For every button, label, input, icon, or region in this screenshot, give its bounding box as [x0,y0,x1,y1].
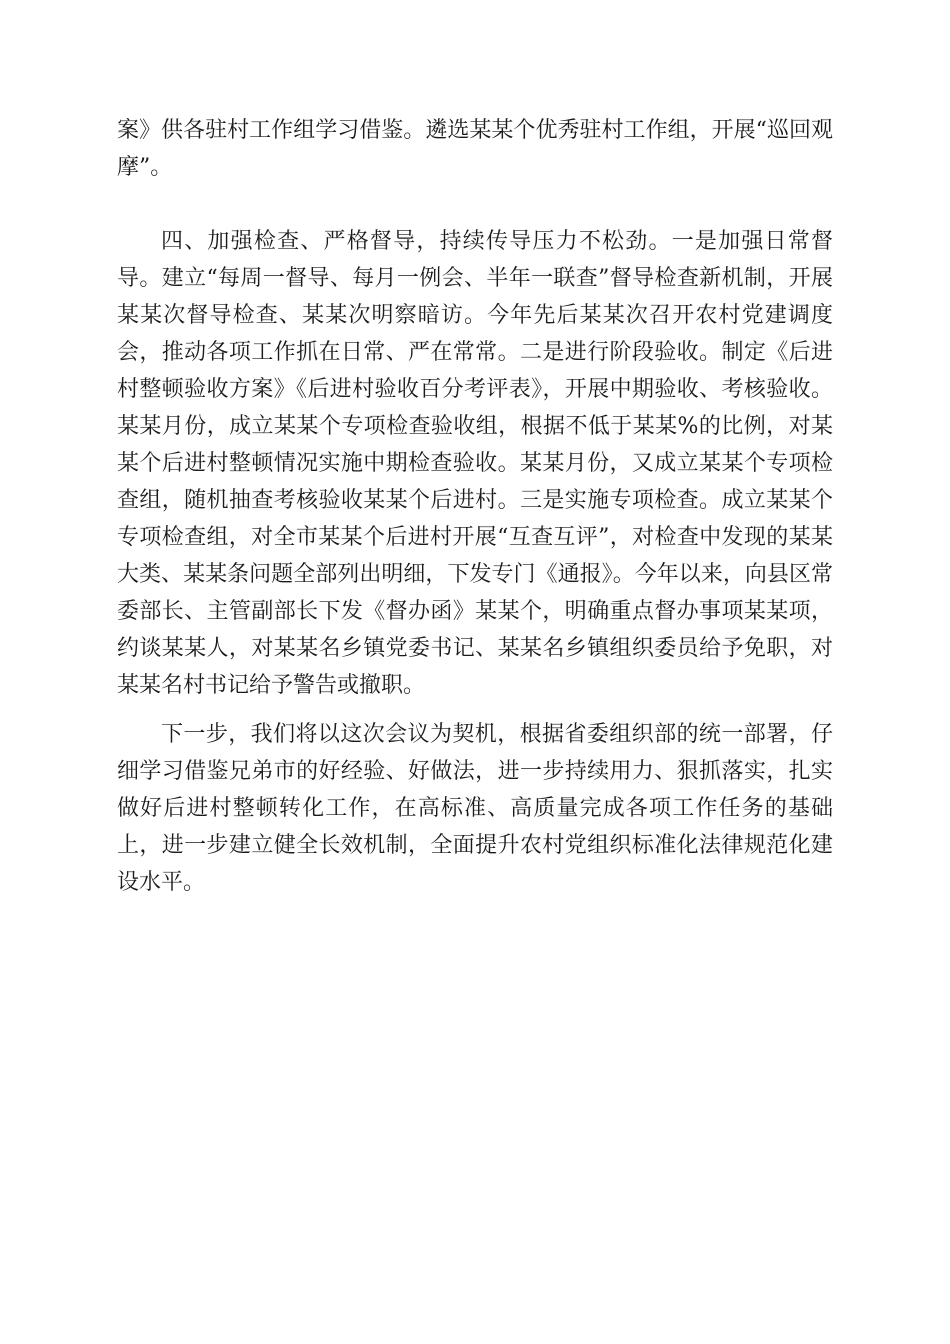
paragraph-next-steps [117,716,833,901]
paragraph-text: 下一步，我们将以这次会议为契机，根据省委组织部的统一部署，仔细学习借鉴兄弟市的好经验、好做法，进一步持续用力、狠抓落实，扎实做好后进村整顿转化工作，在高标准、高质量完成各项工作任务的基础上，进一步建立健全长效机制，全面提升农村党组织标准化法律规范化建设水平。 [117,722,833,895]
paragraph-text: 案》供各驻村工作组学习借鉴。遴选某某个优秀驻村工作组，开展“巡回观摩”。 [117,118,833,180]
paragraph-text: 四、加强检查、严格督导，持续传导压力不松劲。一是加强日常督导。建立“每周一督导、每月一例会、半年一联查”督导检查新机制，开展某某次督导检查、某某次明察暗访。今年先后某某次召开农村党建调度会，推动各项工作抓在日常、严在常常。二是进行阶段验收。制定《后进村整顿验收方案》《后进村验收百分考评表》，开展中期验收、考核验收。某某月份，成立某某个专项检查验收组，根据不低于某某%的比例，对某某个后进村整顿情况实施中期检查验收。某某月份，又成立某某个专项检查组，随机抽查考核验收某某个后进村。三是实施专项检查。成立某某个专项检查组，对全市某某个后进村开展“互查互评”，对检查中发现的某某大类、某某条问题全部列出明细，下发专门《通报》。今年以来，向县区常委部长、主管副部长下发《督办函》某某个，明确重点督办事项某某项，约谈某某人，对某某名乡镇党委书记、某某名乡镇组织委员给予免职，对某某名村书记给予警告或撤职。 [117,229,833,698]
paragraph-continuation [117,112,833,186]
paragraph-inspection-supervision [117,223,833,704]
